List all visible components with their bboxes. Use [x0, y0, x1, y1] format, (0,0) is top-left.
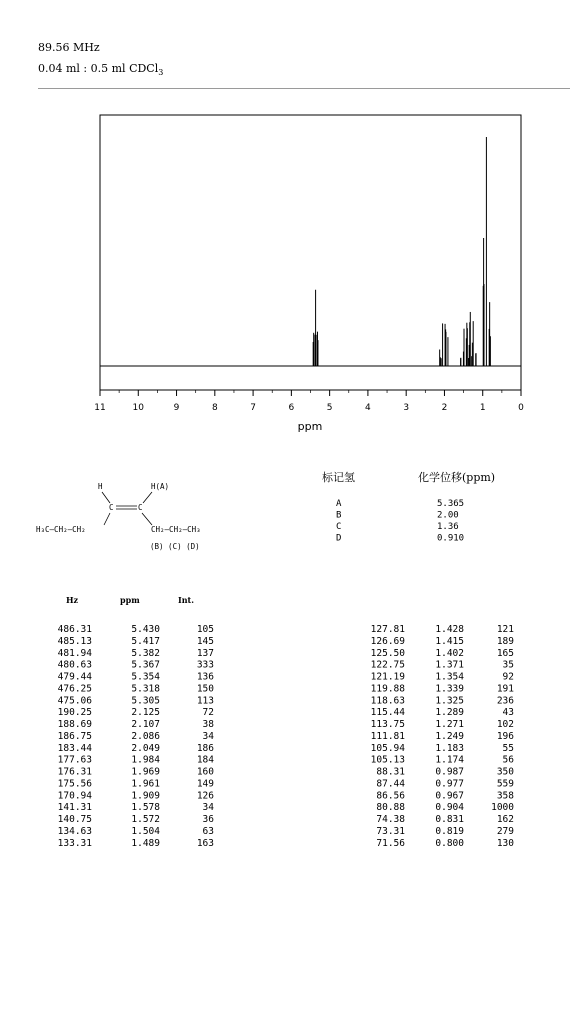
peak-left-int: 36 — [202, 814, 214, 826]
peak-left-hz: 133.31 — [57, 837, 92, 849]
peak-left-hz: 485.13 — [57, 635, 92, 647]
peak-left-hz: 134.63 — [57, 825, 92, 837]
peak-left-ppm: 1.969 — [131, 766, 160, 778]
peak-right-ppm: 1.402 — [435, 647, 464, 659]
peak-right-int: 358 — [496, 790, 514, 802]
peak-right-ppm: 1.271 — [435, 719, 464, 731]
peak-right-int: 162 — [496, 814, 514, 826]
assignment-header-label: 标记氢 — [322, 471, 355, 484]
peak-left-hz: 190.25 — [57, 707, 92, 719]
peak-right-hz: 88.31 — [376, 766, 405, 778]
peak-right-ppm: 0.904 — [435, 802, 464, 814]
assignment-label: B — [336, 510, 342, 521]
peak-left-ppm: 1.984 — [131, 754, 160, 766]
peak-left-ppm: 2.125 — [131, 707, 160, 719]
peak-left-hz: 188.69 — [57, 719, 92, 731]
peak-left-hz: 176.31 — [57, 766, 92, 778]
peak-right-hz: 118.63 — [370, 695, 405, 707]
peak-left-int: 34 — [202, 802, 214, 814]
x-tick-label-2: 2 — [441, 403, 448, 413]
structure-group-labels: (B) (C) (D) — [150, 542, 200, 551]
peak-right-hz: 71.56 — [376, 837, 405, 849]
peak-right-hz: 122.75 — [370, 659, 405, 671]
peak-right-int: 279 — [496, 825, 514, 837]
peak-right-ppm: 0.831 — [435, 814, 464, 826]
peak-right-hz: 105.94 — [370, 742, 405, 754]
peak-right-hz: 119.88 — [370, 683, 405, 695]
peak-right-hz: 113.75 — [370, 719, 405, 731]
peak-left-hz: 140.75 — [57, 814, 92, 826]
structure-right-chain: CH₂—CH₂—CH₃ — [151, 525, 201, 534]
sample-subscript: 3 — [158, 68, 164, 78]
peak-left-hz: 177.63 — [57, 754, 92, 766]
x-tick-label-6: 6 — [288, 403, 295, 413]
peak-right-hz: 111.81 — [370, 730, 405, 742]
peak-right-ppm: 1.354 — [435, 671, 464, 683]
peak-left-int: 186 — [196, 742, 214, 754]
peak-right-ppm: 1.174 — [435, 754, 464, 766]
x-tick-label-4: 4 — [365, 403, 371, 413]
peak-header-ppm: ppm — [120, 595, 140, 605]
peak-left-int: 63 — [202, 825, 214, 837]
sample-ratio: 0.04 ml : 0.5 ml CDCl — [38, 62, 159, 75]
peak-left-ppm: 5.382 — [131, 647, 160, 659]
peak-right-ppm: 0.819 — [435, 825, 464, 837]
peak-right-int: 165 — [496, 647, 514, 659]
assignment-shift: 5.365 — [437, 499, 465, 509]
peak-right-hz: 105.13 — [370, 754, 405, 766]
peak-right-int: 191 — [496, 683, 514, 695]
peak-left-ppm: 2.049 — [131, 742, 160, 754]
peak-left-ppm: 1.572 — [131, 814, 160, 826]
peak-left-int: 38 — [202, 719, 214, 731]
peak-right-int: 559 — [496, 778, 514, 790]
peak-left-ppm: 5.430 — [131, 624, 160, 635]
peak-right-hz: 127.81 — [370, 624, 405, 635]
peak-right-ppm: 1.371 — [435, 659, 464, 671]
peak-right-ppm: 1.325 — [435, 695, 464, 707]
peak-left-int: 150 — [196, 683, 214, 695]
peak-left-int: 105 — [196, 624, 214, 635]
x-tick-label-9: 9 — [173, 403, 180, 413]
x-tick-label-7: 7 — [250, 403, 256, 413]
peak-left-hz: 480.63 — [57, 659, 92, 671]
peak-right-int: 236 — [496, 695, 514, 707]
x-tick-label-10: 10 — [132, 403, 144, 413]
peak-left-int: 184 — [196, 754, 214, 766]
peak-left-int: 72 — [202, 707, 214, 719]
peak-right-ppm: 1.339 — [435, 683, 464, 695]
peak-right-ppm: 0.800 — [435, 837, 464, 849]
peak-left-ppm: 5.305 — [131, 695, 160, 707]
peak-left-int: 113 — [196, 695, 214, 707]
peak-left-hz: 175.56 — [57, 778, 92, 790]
peak-right-ppm: 1.249 — [435, 730, 464, 742]
peak-left-ppm: 1.909 — [131, 790, 160, 802]
peak-left-hz: 141.31 — [57, 802, 92, 814]
x-tick-label-3: 3 — [403, 403, 410, 413]
peak-right-ppm: 0.977 — [435, 778, 464, 790]
peak-left-hz: 186.75 — [57, 730, 92, 742]
structure-c-left: C — [109, 503, 114, 512]
peak-right-hz: 121.19 — [370, 671, 405, 683]
peak-left-hz: 486.31 — [57, 624, 92, 635]
peak-left-hz: 479.44 — [57, 671, 92, 683]
peak-right-int: 92 — [502, 671, 514, 683]
peak-left-int: 149 — [196, 778, 214, 790]
peak-right-int: 121 — [496, 624, 514, 635]
structure-c-right: C — [138, 503, 143, 512]
structure-h-a: H(A) — [151, 482, 170, 491]
peak-left-ppm: 5.318 — [131, 683, 160, 695]
peak-left-hz: 476.25 — [57, 683, 92, 695]
assignment-label: D — [336, 533, 342, 544]
peak-right-hz: 80.88 — [376, 802, 405, 814]
peak-right-ppm: 0.987 — [435, 766, 464, 778]
peak-left-int: 136 — [196, 671, 214, 683]
structure-left-chain: H₃C—CH₂—CH₂ — [36, 525, 86, 534]
peak-left-hz: 475.06 — [57, 695, 92, 707]
structure-h: H — [98, 482, 103, 491]
assignment-shift: 2.00 — [437, 510, 459, 521]
peak-left-ppm: 2.107 — [131, 719, 160, 731]
peak-left-int: 145 — [196, 635, 214, 647]
peak-right-ppm: 1.289 — [435, 707, 464, 719]
assignment-header-shift: 化学位移(ppm) — [418, 471, 496, 484]
peak-right-hz: 125.50 — [370, 647, 405, 659]
peak-right-int: 56 — [502, 754, 514, 766]
peak-left-ppm: 2.086 — [131, 730, 160, 742]
peak-right-int: 350 — [496, 766, 514, 778]
peak-right-ppm: 1.183 — [435, 742, 464, 754]
peak-left-int: 126 — [196, 790, 214, 802]
peak-left-int: 137 — [196, 647, 214, 659]
peak-left-ppm: 1.504 — [131, 825, 160, 837]
peak-right-int: 130 — [496, 837, 514, 849]
peak-right-hz: 87.44 — [376, 778, 405, 790]
peak-left-ppm: 1.489 — [131, 837, 160, 849]
peak-left-int: 160 — [196, 766, 214, 778]
peak-right-hz: 86.56 — [376, 790, 405, 802]
assignment-label: A — [336, 499, 342, 509]
assignment-shift: 0.910 — [437, 533, 465, 544]
peak-right-ppm: 1.428 — [435, 624, 464, 635]
peak-left-ppm: 5.417 — [131, 635, 160, 647]
x-tick-label-5: 5 — [326, 403, 333, 413]
x-tick-label-1: 1 — [479, 403, 486, 413]
x-tick-label-8: 8 — [211, 403, 218, 413]
assignment-label: C — [336, 522, 342, 532]
peak-left-hz: 183.44 — [57, 742, 92, 754]
peak-left-int: 163 — [196, 837, 214, 849]
peak-left-int: 333 — [196, 659, 214, 671]
peak-right-hz: 115.44 — [370, 707, 405, 719]
assignment-shift: 1.36 — [437, 522, 459, 532]
x-axis-label: ppm — [297, 420, 323, 433]
peak-left-ppm: 5.354 — [131, 671, 160, 683]
peak-right-int: 102 — [496, 719, 514, 731]
spectrometer-frequency: 89.56 MHz — [38, 41, 100, 54]
peak-right-int: 55 — [502, 742, 514, 754]
peak-right-ppm: 0.967 — [435, 790, 464, 802]
peak-right-hz: 74.38 — [376, 814, 405, 826]
peak-header-hz: Hz — [66, 595, 79, 605]
peak-left-ppm: 1.961 — [131, 778, 160, 790]
peak-right-int: 189 — [496, 635, 514, 647]
peak-right-ppm: 1.415 — [435, 635, 464, 647]
x-tick-label-11: 11 — [94, 403, 106, 413]
peak-right-hz: 126.69 — [370, 635, 405, 647]
peak-right-int: 1000 — [491, 802, 514, 814]
peak-left-hz: 481.94 — [57, 647, 92, 659]
peak-right-int: 43 — [502, 707, 514, 719]
peak-left-ppm: 1.578 — [131, 802, 160, 814]
x-tick-label-0: 0 — [518, 403, 524, 413]
peak-header-int: Int. — [178, 595, 195, 605]
peak-left-hz: 170.94 — [57, 790, 92, 802]
peak-left-int: 34 — [202, 730, 214, 742]
peak-left-ppm: 5.367 — [131, 659, 160, 671]
peak-right-hz: 73.31 — [376, 825, 405, 837]
peak-right-int: 35 — [502, 659, 514, 671]
peak-right-int: 196 — [496, 730, 514, 742]
